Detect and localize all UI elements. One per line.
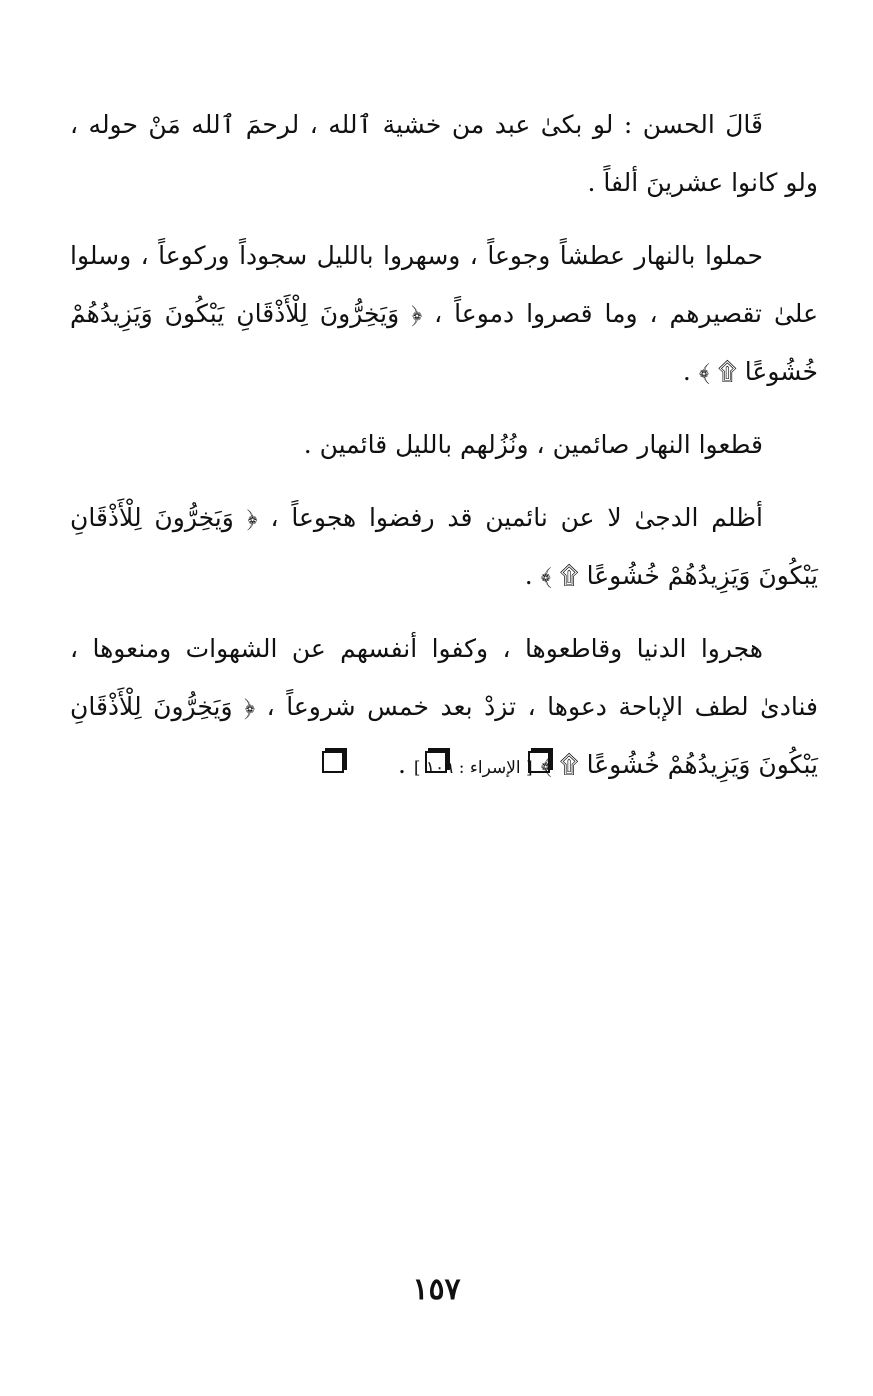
- paragraph-hasan-quote: [70, 96, 818, 212]
- paragraph-night-worship: [70, 227, 818, 401]
- paragraph-end: .: [524, 561, 541, 590]
- paragraph-text: قَالَ الحسن : لو بكىٰ عبد من خشية ٱلله ، لرحمَ ٱلله مَنْ حوله ، ولو كانوا عشرينَ ألفاً .: [70, 110, 818, 197]
- verse-reference: [ الإسراء : ١٠٩ ]: [413, 758, 533, 778]
- quran-verse: ﴿ وَيَخِرُّونَ لِلْأَذْقَانِ يَبْكُونَ وَيَزِيدُهُمْ خُشُوعًا ۩ ﴾: [70, 503, 818, 590]
- paragraph-text: أظلم الدجىٰ لا عن نائمين قد رفضوا هجوعاً ،: [257, 503, 764, 532]
- page-number: ١٥٧: [412, 1272, 461, 1307]
- page-body: [70, 96, 818, 812]
- paragraph-text: هجروا الدنيا وقاطعوها ، وكفوا أنفسهم عن الشهوات ومنعوها ، فنادىٰ لطف الإباحة دعوها ، تزدْ بعد خمس شروعاً ،: [70, 634, 818, 721]
- paragraph-text: قطعوا النهار صائمين ، ونُزُلهم بالليل قائمين .: [303, 430, 763, 459]
- separator-square-icon: [322, 751, 344, 773]
- paragraph-darkness: [70, 489, 818, 605]
- quran-verse: ﴿ وَيَخِرُّونَ لِلْأَذْقَانِ يَبْكُونَ وَيَزِيدُهُمْ خُشُوعًا ۩ ﴾: [70, 299, 818, 386]
- paragraph-text: حملوا بالنهار عطشاً وجوعاً ، وسهروا بالليل سجوداً وركوعاً ، وسلوا علىٰ تقصيرهم ، وما قصروا دموعاً ،: [70, 241, 818, 328]
- paragraph-end: .: [397, 750, 414, 779]
- separator-square-icon: [528, 751, 550, 773]
- paragraph-fasting: [70, 416, 818, 474]
- paragraph-end: .: [682, 357, 699, 386]
- section-separator: [0, 751, 873, 781]
- separator-square-icon: [425, 751, 447, 773]
- quran-verse: ﴿ وَيَخِرُّونَ لِلْأَذْقَانِ يَبْكُونَ وَيَزِيدُهُمْ خُشُوعًا ۩ ﴾: [70, 692, 818, 779]
